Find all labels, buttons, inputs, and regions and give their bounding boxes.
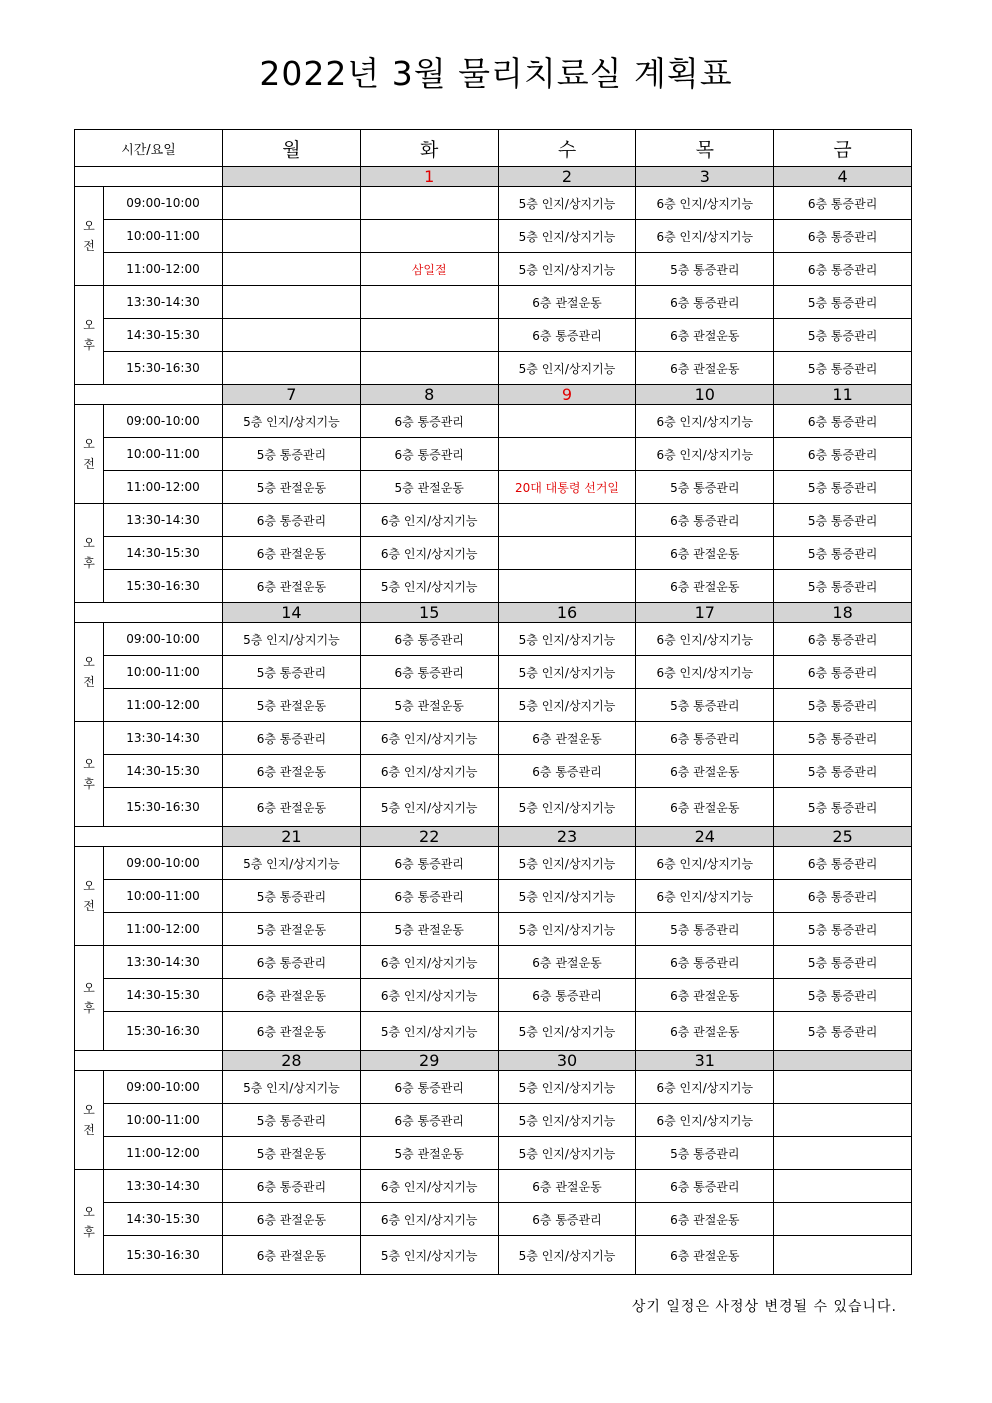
schedule-cell-wed	[498, 570, 636, 603]
schedule-cell-tue: 6층 통증관리	[360, 847, 498, 880]
schedule-cell-wed: 5층 인지/상지기능	[498, 1071, 636, 1104]
schedule-cell-tue: 6층 통증관리	[360, 1071, 498, 1104]
schedule-cell-tue	[360, 286, 498, 319]
schedule-cell-fri: 6층 통증관리	[774, 253, 912, 286]
date-cell-fri: 11	[774, 385, 912, 405]
date-cell-tue: 15	[360, 603, 498, 623]
schedule-cell-thu: 6층 인지/상지기능	[636, 623, 774, 656]
schedule-cell-wed: 6층 통증관리	[498, 755, 636, 788]
period-pm-label	[75, 286, 104, 385]
schedule-cell-thu: 6층 관절운동	[636, 979, 774, 1012]
schedule-cell-wed: 6층 관절운동	[498, 1170, 636, 1203]
schedule-cell-wed: 6층 관절운동	[498, 946, 636, 979]
schedule-row	[75, 656, 912, 689]
schedule-cell-tue: 6층 통증관리	[360, 880, 498, 913]
schedule-cell-tue: 5층 인지/상지기능	[360, 1236, 498, 1275]
schedule-cell-tue: 5층 관절운동	[360, 689, 498, 722]
schedule-cell-tue: 5층 관절운동	[360, 1137, 498, 1170]
date-cell-thu: 3	[636, 167, 774, 187]
schedule-row	[75, 1170, 912, 1203]
footnote: 상기 일정은 사정상 변경될 수 있습니다.	[631, 1299, 897, 1315]
time-slot-label: 15:30-16:30	[104, 352, 223, 385]
time-slot-label: 09:00-10:00	[104, 847, 223, 880]
schedule-cell-mon: 5층 관절운동	[223, 1137, 361, 1170]
schedule-cell-thu: 6층 인지/상지기능	[636, 187, 774, 220]
schedule-row	[75, 220, 912, 253]
schedule-cell-mon: 5층 관절운동	[223, 689, 361, 722]
schedule-cell-fri: 5층 통증관리	[774, 286, 912, 319]
period-char: 후	[83, 556, 95, 570]
schedule-cell-wed: 5층 인지/상지기능	[498, 187, 636, 220]
schedule-row	[75, 1012, 912, 1051]
time-slot-label: 10:00-11:00	[104, 220, 223, 253]
schedule-cell-wed	[498, 504, 636, 537]
period-char: 오	[83, 1205, 95, 1219]
schedule-cell-wed: 5층 인지/상지기능	[498, 352, 636, 385]
date-row	[75, 1051, 912, 1071]
period-char: 오	[83, 879, 95, 893]
date-cell-wed: 16	[498, 603, 636, 623]
schedule-cell-mon: 5층 관절운동	[223, 471, 361, 504]
schedule-cell-mon: 5층 인지/상지기능	[223, 1071, 361, 1104]
date-cell-mon	[223, 167, 361, 187]
date-row-spacer	[75, 167, 223, 187]
schedule-cell-tue: 6층 인지/상지기능	[360, 722, 498, 755]
period-char: 오	[83, 1103, 95, 1117]
schedule-cell-tue: 5층 인지/상지기능	[360, 570, 498, 603]
schedule-cell-fri: 6층 통증관리	[774, 656, 912, 689]
schedule-cell-tue	[360, 220, 498, 253]
schedule-cell-wed	[498, 438, 636, 471]
schedule-cell-thu: 5층 통증관리	[636, 471, 774, 504]
day-header-fri: 금	[774, 130, 912, 167]
schedule-row	[75, 405, 912, 438]
time-slot-label: 13:30-14:30	[104, 286, 223, 319]
schedule-cell-tue: 6층 통증관리	[360, 1104, 498, 1137]
date-cell-tue: 29	[360, 1051, 498, 1071]
schedule-cell-mon	[223, 187, 361, 220]
schedule-cell-wed: 5층 인지/상지기능	[498, 220, 636, 253]
period-char: 후	[83, 338, 95, 352]
schedule-cell-fri	[774, 1203, 912, 1236]
schedule-cell-fri	[774, 1071, 912, 1104]
period-pm-label	[75, 1170, 104, 1275]
schedule-cell-thu: 6층 인지/상지기능	[636, 220, 774, 253]
time-slot-label: 11:00-12:00	[104, 913, 223, 946]
schedule-row	[75, 537, 912, 570]
schedule-row	[75, 286, 912, 319]
time-slot-label: 13:30-14:30	[104, 504, 223, 537]
schedule-row	[75, 187, 912, 220]
schedule-cell-fri: 6층 통증관리	[774, 623, 912, 656]
schedule-row	[75, 1104, 912, 1137]
date-cell-wed: 30	[498, 1051, 636, 1071]
time-slot-label: 14:30-15:30	[104, 537, 223, 570]
schedule-cell-thu: 6층 인지/상지기능	[636, 1104, 774, 1137]
schedule-cell-fri: 6층 통증관리	[774, 405, 912, 438]
schedule-cell-mon	[223, 319, 361, 352]
date-cell-wed: 9	[498, 385, 636, 405]
schedule-cell-mon: 5층 통증관리	[223, 438, 361, 471]
period-char: 후	[83, 1001, 95, 1015]
date-cell-thu: 10	[636, 385, 774, 405]
date-cell-tue: 1	[360, 167, 498, 187]
schedule-cell-fri: 5층 통증관리	[774, 504, 912, 537]
schedule-row	[75, 1071, 912, 1104]
schedule-cell-tue: 5층 인지/상지기능	[360, 1012, 498, 1051]
schedule-cell-fri: 6층 통증관리	[774, 220, 912, 253]
schedule-cell-thu: 6층 인지/상지기능	[636, 880, 774, 913]
time-slot-label: 15:30-16:30	[104, 788, 223, 827]
date-cell-tue: 8	[360, 385, 498, 405]
date-row-spacer	[75, 603, 223, 623]
period-am-label	[75, 1071, 104, 1170]
schedule-cell-thu: 6층 관절운동	[636, 1203, 774, 1236]
time-day-corner-header: 시간/요일	[75, 130, 223, 167]
time-slot-label: 13:30-14:30	[104, 722, 223, 755]
schedule-cell-tue: 6층 인지/상지기능	[360, 504, 498, 537]
schedule-cell-wed: 5층 인지/상지기능	[498, 656, 636, 689]
schedule-cell-mon: 6층 관절운동	[223, 537, 361, 570]
schedule-cell-thu: 6층 통증관리	[636, 504, 774, 537]
schedule-cell-fri: 5층 통증관리	[774, 722, 912, 755]
time-slot-label: 10:00-11:00	[104, 656, 223, 689]
time-slot-label: 10:00-11:00	[104, 1104, 223, 1137]
schedule-row	[75, 570, 912, 603]
schedule-cell-mon: 6층 관절운동	[223, 1012, 361, 1051]
schedule-row	[75, 755, 912, 788]
schedule-row	[75, 352, 912, 385]
period-pm-label	[75, 946, 104, 1051]
schedule-cell-wed: 5층 인지/상지기능	[498, 1104, 636, 1137]
schedule-cell-thu: 5층 통증관리	[636, 913, 774, 946]
schedule-cell-fri: 5층 통증관리	[774, 913, 912, 946]
schedule-row	[75, 1236, 912, 1275]
schedule-cell-thu: 5층 통증관리	[636, 689, 774, 722]
date-cell-thu: 24	[636, 827, 774, 847]
schedule-cell-thu: 6층 인지/상지기능	[636, 656, 774, 689]
schedule-cell-fri	[774, 1170, 912, 1203]
schedule-cell-wed: 5층 인지/상지기능	[498, 253, 636, 286]
schedule-cell-thu: 6층 관절운동	[636, 788, 774, 827]
schedule-cell-thu: 6층 인지/상지기능	[636, 847, 774, 880]
schedule-cell-thu: 6층 관절운동	[636, 1236, 774, 1275]
period-char: 전	[83, 899, 95, 913]
header-row	[75, 130, 912, 167]
time-slot-label: 13:30-14:30	[104, 946, 223, 979]
time-slot-label: 10:00-11:00	[104, 438, 223, 471]
schedule-cell-fri: 6층 통증관리	[774, 880, 912, 913]
schedule-cell-fri	[774, 1236, 912, 1275]
schedule-cell-fri: 5층 통증관리	[774, 570, 912, 603]
schedule-cell-wed: 5층 인지/상지기능	[498, 689, 636, 722]
time-slot-label: 11:00-12:00	[104, 253, 223, 286]
time-slot-label: 09:00-10:00	[104, 405, 223, 438]
schedule-cell-tue: 5층 인지/상지기능	[360, 788, 498, 827]
schedule-cell-thu: 6층 관절운동	[636, 1012, 774, 1051]
date-cell-fri: 18	[774, 603, 912, 623]
schedule-cell-tue	[360, 319, 498, 352]
date-cell-mon: 14	[223, 603, 361, 623]
period-am-label	[75, 623, 104, 722]
schedule-cell-wed: 5층 인지/상지기능	[498, 880, 636, 913]
period-pm-label	[75, 504, 104, 603]
date-cell-mon: 28	[223, 1051, 361, 1071]
schedule-cell-fri: 5층 통증관리	[774, 1012, 912, 1051]
date-cell-wed: 2	[498, 167, 636, 187]
schedule-cell-mon: 6층 관절운동	[223, 788, 361, 827]
schedule-cell-thu: 6층 관절운동	[636, 755, 774, 788]
date-cell-thu: 31	[636, 1051, 774, 1071]
time-slot-label: 09:00-10:00	[104, 623, 223, 656]
schedule-cell-wed: 5층 인지/상지기능	[498, 788, 636, 827]
period-char: 오	[83, 219, 95, 233]
date-cell-mon: 7	[223, 385, 361, 405]
period-char: 전	[83, 1123, 95, 1137]
schedule-row	[75, 722, 912, 755]
time-slot-label: 11:00-12:00	[104, 471, 223, 504]
schedule-row	[75, 1203, 912, 1236]
schedule-cell-tue: 6층 인지/상지기능	[360, 537, 498, 570]
schedule-cell-tue: 6층 통증관리	[360, 623, 498, 656]
schedule-row	[75, 1137, 912, 1170]
time-slot-label: 15:30-16:30	[104, 1236, 223, 1275]
day-header-thu: 목	[636, 130, 774, 167]
day-header-tue: 화	[360, 130, 498, 167]
period-char: 후	[83, 777, 95, 791]
schedule-cell-fri: 6층 통증관리	[774, 187, 912, 220]
schedule-cell-mon: 6층 관절운동	[223, 755, 361, 788]
schedule-cell-thu: 5층 통증관리	[636, 253, 774, 286]
schedule-cell-mon: 6층 통증관리	[223, 1170, 361, 1203]
day-header-mon: 월	[223, 130, 361, 167]
schedule-cell-thu: 6층 관절운동	[636, 537, 774, 570]
schedule-row	[75, 319, 912, 352]
schedule-cell-thu: 6층 통증관리	[636, 946, 774, 979]
schedule-cell-mon: 6층 관절운동	[223, 979, 361, 1012]
schedule-cell-fri: 6층 통증관리	[774, 847, 912, 880]
schedule-cell-thu: 6층 관절운동	[636, 570, 774, 603]
time-slot-label: 14:30-15:30	[104, 1203, 223, 1236]
time-slot-label: 14:30-15:30	[104, 755, 223, 788]
date-cell-thu: 17	[636, 603, 774, 623]
schedule-row	[75, 623, 912, 656]
period-am-label	[75, 847, 104, 946]
schedule-cell-wed	[498, 537, 636, 570]
period-char: 오	[83, 757, 95, 771]
schedule-cell-mon: 5층 통증관리	[223, 1104, 361, 1137]
period-char: 오	[83, 981, 95, 995]
schedule-cell-tue: 6층 인지/상지기능	[360, 1203, 498, 1236]
schedule-cell-tue: 6층 인지/상지기능	[360, 946, 498, 979]
date-row-spacer	[75, 827, 223, 847]
date-cell-mon: 21	[223, 827, 361, 847]
time-slot-label: 15:30-16:30	[104, 1012, 223, 1051]
schedule-cell-mon: 5층 통증관리	[223, 880, 361, 913]
schedule-row	[75, 847, 912, 880]
period-am-label	[75, 187, 104, 286]
date-row-spacer	[75, 1051, 223, 1071]
schedule-row	[75, 471, 912, 504]
time-slot-label: 14:30-15:30	[104, 979, 223, 1012]
date-cell-fri: 25	[774, 827, 912, 847]
day-header-wed: 수	[498, 130, 636, 167]
time-slot-label: 11:00-12:00	[104, 1137, 223, 1170]
schedule-cell-fri: 5층 통증관리	[774, 319, 912, 352]
schedule-cell-fri	[774, 1137, 912, 1170]
period-char: 오	[83, 536, 95, 550]
schedule-cell-fri: 6층 통증관리	[774, 438, 912, 471]
schedule-cell-mon	[223, 286, 361, 319]
schedule-cell-wed: 20대 대통령 선거일	[498, 471, 636, 504]
schedule-cell-mon: 6층 통증관리	[223, 946, 361, 979]
date-row	[75, 167, 912, 187]
schedule-cell-mon: 5층 통증관리	[223, 656, 361, 689]
schedule-cell-fri: 5층 통증관리	[774, 471, 912, 504]
schedule-cell-wed: 5층 인지/상지기능	[498, 913, 636, 946]
schedule-cell-tue: 5층 관절운동	[360, 913, 498, 946]
page-title: 2022년 3월 물리치료실 계획표	[259, 54, 733, 93]
schedule-cell-wed: 6층 관절운동	[498, 286, 636, 319]
schedule-cell-wed: 6층 통증관리	[498, 979, 636, 1012]
date-cell-wed: 23	[498, 827, 636, 847]
date-row	[75, 827, 912, 847]
schedule-cell-fri: 5층 통증관리	[774, 689, 912, 722]
period-char: 오	[83, 437, 95, 451]
schedule-cell-thu: 6층 통증관리	[636, 722, 774, 755]
schedule-cell-fri: 5층 통증관리	[774, 755, 912, 788]
schedule-cell-mon: 6층 관절운동	[223, 1236, 361, 1275]
schedule-cell-wed	[498, 405, 636, 438]
date-cell-fri: 4	[774, 167, 912, 187]
schedule-row	[75, 438, 912, 471]
schedule-cell-thu: 6층 통증관리	[636, 1170, 774, 1203]
schedule-cell-fri	[774, 1104, 912, 1137]
schedule-cell-wed: 6층 통증관리	[498, 1203, 636, 1236]
period-pm-label	[75, 722, 104, 827]
schedule-cell-fri: 5층 통증관리	[774, 537, 912, 570]
date-cell-fri	[774, 1051, 912, 1071]
schedule-cell-mon: 5층 인지/상지기능	[223, 623, 361, 656]
schedule-cell-thu: 6층 인지/상지기능	[636, 438, 774, 471]
date-row	[75, 385, 912, 405]
schedule-row	[75, 788, 912, 827]
time-slot-label: 09:00-10:00	[104, 1071, 223, 1104]
time-slot-label: 09:00-10:00	[104, 187, 223, 220]
schedule-cell-wed: 5층 인지/상지기능	[498, 623, 636, 656]
time-slot-label: 13:30-14:30	[104, 1170, 223, 1203]
time-slot-label: 15:30-16:30	[104, 570, 223, 603]
schedule-cell-mon: 6층 통증관리	[223, 722, 361, 755]
schedule-cell-tue	[360, 352, 498, 385]
schedule-cell-tue: 삼일절	[360, 253, 498, 286]
schedule-cell-thu: 6층 관절운동	[636, 319, 774, 352]
schedule-cell-wed: 5층 인지/상지기능	[498, 1137, 636, 1170]
schedule-row	[75, 504, 912, 537]
schedule-row	[75, 979, 912, 1012]
schedule-cell-wed: 6층 통증관리	[498, 319, 636, 352]
schedule-cell-wed: 5층 인지/상지기능	[498, 1236, 636, 1275]
schedule-cell-thu: 6층 인지/상지기능	[636, 1071, 774, 1104]
period-char: 후	[83, 1225, 95, 1239]
schedule-cell-fri: 5층 통증관리	[774, 979, 912, 1012]
schedule-cell-wed: 6층 관절운동	[498, 722, 636, 755]
time-slot-label: 10:00-11:00	[104, 880, 223, 913]
schedule-cell-fri: 5층 통증관리	[774, 946, 912, 979]
schedule-cell-mon: 6층 관절운동	[223, 1203, 361, 1236]
schedule-cell-tue: 6층 인지/상지기능	[360, 979, 498, 1012]
time-slot-label: 14:30-15:30	[104, 319, 223, 352]
date-row-spacer	[75, 385, 223, 405]
schedule-cell-mon: 5층 관절운동	[223, 913, 361, 946]
schedule-cell-tue	[360, 187, 498, 220]
schedule-cell-tue: 6층 인지/상지기능	[360, 1170, 498, 1203]
period-char: 오	[83, 318, 95, 332]
schedule-row	[75, 880, 912, 913]
schedule-cell-thu: 5층 통증관리	[636, 1137, 774, 1170]
period-am-label	[75, 405, 104, 504]
schedule-cell-mon: 6층 통증관리	[223, 504, 361, 537]
period-char: 전	[83, 675, 95, 689]
schedule-cell-tue: 6층 통증관리	[360, 656, 498, 689]
period-char: 전	[83, 239, 95, 253]
schedule-cell-mon	[223, 253, 361, 286]
schedule-cell-mon: 5층 인지/상지기능	[223, 847, 361, 880]
schedule-cell-thu: 6층 인지/상지기능	[636, 405, 774, 438]
schedule-cell-wed: 5층 인지/상지기능	[498, 847, 636, 880]
date-cell-tue: 22	[360, 827, 498, 847]
schedule-cell-fri: 5층 통증관리	[774, 352, 912, 385]
schedule-cell-mon	[223, 220, 361, 253]
schedule-row	[75, 689, 912, 722]
schedule-cell-fri: 5층 통증관리	[774, 788, 912, 827]
schedule-cell-tue: 5층 관절운동	[360, 471, 498, 504]
schedule-cell-mon: 6층 관절운동	[223, 570, 361, 603]
schedule-cell-wed: 5층 인지/상지기능	[498, 1012, 636, 1051]
schedule-cell-tue: 6층 통증관리	[360, 405, 498, 438]
schedule-row	[75, 946, 912, 979]
schedule-cell-tue: 6층 통증관리	[360, 438, 498, 471]
schedule-row	[75, 253, 912, 286]
schedule-cell-mon: 5층 인지/상지기능	[223, 405, 361, 438]
schedule-cell-mon	[223, 352, 361, 385]
schedule-cell-thu: 6층 통증관리	[636, 286, 774, 319]
time-slot-label: 11:00-12:00	[104, 689, 223, 722]
schedule-row	[75, 913, 912, 946]
period-char: 오	[83, 655, 95, 669]
date-row	[75, 603, 912, 623]
schedule-cell-tue: 6층 인지/상지기능	[360, 755, 498, 788]
period-char: 전	[83, 457, 95, 471]
schedule-table	[74, 129, 912, 1275]
schedule-cell-thu: 6층 관절운동	[636, 352, 774, 385]
